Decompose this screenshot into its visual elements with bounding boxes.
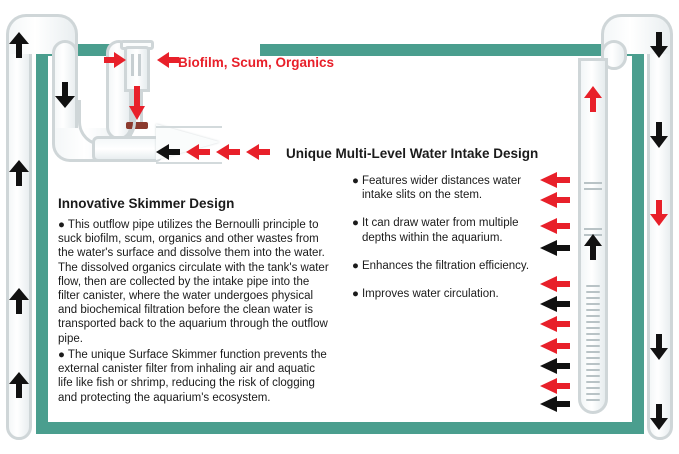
black-arrow-icon	[540, 358, 570, 374]
black-arrow-icon	[540, 240, 570, 256]
black-arrow-icon	[650, 32, 668, 58]
intake-slit-group-lower	[586, 285, 600, 405]
intake-slit-upper-2	[584, 188, 602, 190]
black-arrow-icon	[540, 296, 570, 312]
intake-slit-mid-1	[584, 228, 602, 230]
intake-slit-upper-1	[584, 182, 602, 184]
red-arrow-icon	[540, 316, 570, 332]
red-arrow-icon	[650, 200, 668, 226]
bullet-marker-icon: ●	[352, 259, 359, 272]
red-arrow-icon	[584, 86, 602, 112]
bullet-marker-icon: ●	[352, 288, 359, 301]
list-item	[352, 216, 538, 244]
innovative-skimmer-design-heading: Innovative Skimmer Design	[58, 196, 235, 211]
list-item-label: Enhances the filtration efficiency.	[361, 259, 530, 272]
multi-level-intake-heading: Unique Multi-Level Water Intake Design	[286, 146, 539, 161]
bullet-marker-icon: ●	[352, 175, 359, 187]
list-item-label: Features wider distances water intake slits on the stem.	[361, 175, 522, 202]
black-arrow-icon	[584, 234, 602, 260]
red-arrow-icon	[157, 52, 179, 68]
right-intake-pipe-vertical	[647, 40, 673, 440]
black-arrow-icon	[540, 396, 570, 412]
black-arrow-icon	[650, 404, 668, 430]
red-arrow-icon	[540, 172, 570, 188]
red-arrow-icon	[216, 144, 240, 160]
red-arrow-icon	[129, 86, 145, 120]
red-arrow-icon	[104, 52, 126, 68]
red-arrow-icon	[186, 144, 210, 160]
list-item	[352, 259, 538, 273]
red-arrow-icon	[540, 218, 570, 234]
black-arrow-icon	[650, 334, 668, 360]
black-arrow-icon	[9, 160, 29, 186]
black-arrow-icon	[9, 288, 29, 314]
black-arrow-icon	[156, 144, 180, 160]
outflow-horizontal-run	[92, 136, 162, 162]
black-arrow-icon	[9, 32, 29, 58]
black-arrow-icon	[650, 122, 668, 148]
skimmer-slot-1	[131, 54, 134, 76]
black-arrow-icon	[55, 82, 75, 108]
red-arrow-icon	[540, 378, 570, 394]
red-arrow-icon	[540, 192, 570, 208]
list-item-label: It can draw water from multiple depths within the aquarium.	[361, 217, 519, 244]
black-arrow-icon	[9, 372, 29, 398]
red-arrow-icon	[540, 276, 570, 292]
bullet-marker-icon: ●	[352, 217, 359, 230]
intake-feature-list	[352, 174, 538, 315]
red-arrow-icon	[246, 144, 270, 160]
list-item	[352, 287, 538, 301]
skimmer-slot-2	[138, 54, 141, 76]
list-item-label: Improves water circulation.	[361, 288, 499, 301]
red-arrow-icon	[540, 338, 570, 354]
skimmer-paragraph-2: ● The unique Surface Skimmer function prevents the external canister filter from inhaling air and aquatic life like fish or shrimp, reducing the risk of clogging and protecting the aquarium's ecosystem.	[58, 349, 327, 404]
list-item	[352, 174, 538, 202]
biofilm-scum-organics-label: Biofilm, Scum, Organics	[178, 55, 335, 70]
skimmer-paragraph-1: ● This outflow pipe utilizes the Bernoulli principle to suck biofilm, scum, organics and other wastes from the water's surface and dissolve them into the water. The dissolved organics circulate with the tank's water flow, then are collected by the intake pipe into the filter canister, where the water undergoes physical and biochemical filtration before the clean water is transported back to the aquarium through the outflow pipe.	[58, 219, 329, 345]
